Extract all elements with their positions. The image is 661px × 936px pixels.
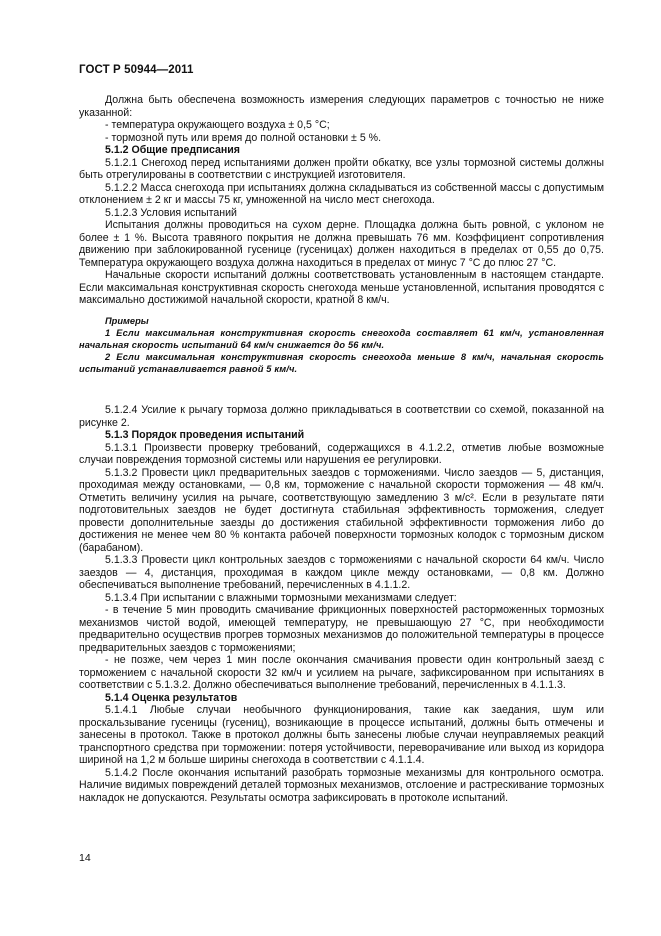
paragraph: 5.1.4.1 Любые случаи необычного функционирования, такие как заедания, шум или проскальзывание гусеницы (гусениц), возникающие в процессе испытаний, должны быть отмечены и занесены в протокол. Также в протокол должны быть занесены любые случаи неуправляемых реакций транспортного средства при торможении: потеря устойчивости, переворачивание или выход из коридора шириной на 1,2 м больше ширины снегохода в соответствии с 4.1.1.4. bbox=[79, 704, 604, 767]
paragraph: Испытания должны проводиться на сухом дерне. Площадка должна быть ровной, с уклоном не более ± 1 %. Высота травяного покрытия не должна превышать 76 мм. Коэффициент сопротивления движению при заблокированной гусенице (гусеницах) должен находиться в пределах от 0,55 до 0,75. Температура окружающего воздуха должна находиться в пределах от минус 7 °С до плюс 27 °С. bbox=[79, 219, 604, 269]
paragraph: 5.1.3.4 При испытании с влажными тормозными механизмами следует: bbox=[105, 591, 457, 604]
paragraph: - в течение 5 мин проводить смачивание фрикционных поверхностей расторможенных тормозных механизмов чистой водой, имеющей температуру, не превышающую 27 °С, при необходимости предварительно осуществив прогрев тормозных механизмов до положительной температуры в процессе предварительных заездов с торможениями; bbox=[79, 604, 604, 654]
document-body bbox=[79, 94, 604, 804]
paragraph: 5.1.3.1 Произвести проверку требований, содержащихся в 4.1.2.2, отметив любые возможные случаи повреждения тормозной системы или нарушения ее регулировки. bbox=[79, 441, 604, 467]
example-text: Примеры bbox=[105, 315, 149, 326]
paragraph: 5.1.2.1 Снегоход перед испытаниями должен пройти обкатку, все узлы тормозной системы должны быть отрегулированы в соответствии с инструкцией изготовителя. bbox=[79, 156, 604, 181]
paragraph: 5.1.3.3 Провести цикл контрольных заездов с торможениями с начальной скорости 64 км/ч. Число заездов — 4, дистанция, проходимая в каждом цикле между остановками, — 0,8 км. Должно обеспечиваться выполнение требований, перечисленных в 4.1.1.2. bbox=[79, 554, 604, 592]
paragraph: 5.1.2.3 Условия испытаний bbox=[105, 206, 237, 219]
paragraph: Начальные скорости испытаний должны соответствовать установленным в настоящем стандарте. Если максимальная конструктивная скорость снегохода меньше установленной, испытания проводятся с максимально достижимой начальной скорости, кратной 8 км/ч. bbox=[79, 269, 604, 306]
paragraph: - температура окружающего воздуха ± 0,5 °С; bbox=[105, 119, 330, 131]
paragraph: 5.1.2.2 Масса снегохода при испытаниях должна складываться из собственной массы с допустимым отклонением ± 2 кг и массы 75 кг, умноженной на число мест снегохода. bbox=[79, 181, 604, 206]
example-text: 2 Если максимальная конструктивная скорость снегохода меньше 8 км/ч, начальная скорость испытаний устанавливается равной 5 км/ч. bbox=[79, 352, 604, 374]
paragraph: - тормозной путь или время до полной остановки ± 5 %. bbox=[105, 131, 382, 144]
paragraph: 5.1.4.2 После окончания испытаний разобрать тормозные механизмы для контрольного осмотра. Наличие видимых повреждений деталей тормозных механизмов, отслоение и растрескивание тормозных накладок не допускаются. Результаты осмотра зафиксировать в протоколе испытаний. bbox=[79, 766, 604, 804]
spacer bbox=[79, 386, 604, 394]
section-heading: 5.1.2 Общие предписания bbox=[105, 144, 240, 156]
section-heading: 5.1.3 Порядок проведения испытаний bbox=[105, 429, 305, 442]
paragraph: - не позже, чем через 1 мин после окончания смачивания провести один контрольный заезд с торможением с начальной скорости 32 км/ч и усилием на рычаге, зафиксированном при испытаниях в соответствии с 5.1.3.2. Должно обеспечиваться выполнение требований, перечисленных в 4.1.1.3. bbox=[79, 654, 604, 692]
paragraph: 5.1.3.2 Провести цикл предварительных заездов с торможениями. Число заездов — 5, дистанция, проходимая между остановками, — 0,8 км, торможение с начальной скорости торможения — 48 км/ч. Отметить величину усилия на рычаге, соответствующую замедлению 3 м/с². Если в результате пяти подготовительных заездов не будет достигнута стабильная эффективность торможения, следует провести дополнительные заезды до достижения стабильной эффективности торможения либо до достижения не менее чем 80 % контакта рабочей поверхности тормозных колодок с тормозным диском (барабаном). bbox=[79, 466, 604, 554]
page-number: 14 bbox=[79, 852, 91, 864]
document-code-header: ГОСТ Р 50944—2011 bbox=[79, 64, 194, 76]
paragraph: 5.1.2.4 Усилие к рычагу тормоза должно прикладываться в соответствии со схемой, показанной на рисунке 2. bbox=[79, 404, 604, 429]
paragraph: Должна быть обеспечена возможность измерения следующих параметров с точностью не ниже указанной: bbox=[79, 94, 604, 119]
section-heading: 5.1.4 Оценка результатов bbox=[105, 691, 238, 704]
example-text: 1 Если максимальная конструктивная скорость снегохода составляет 61 км/ч, установленная начальная скорость испытаний 64 км/ч снижается до 56 км/ч. bbox=[79, 328, 604, 350]
